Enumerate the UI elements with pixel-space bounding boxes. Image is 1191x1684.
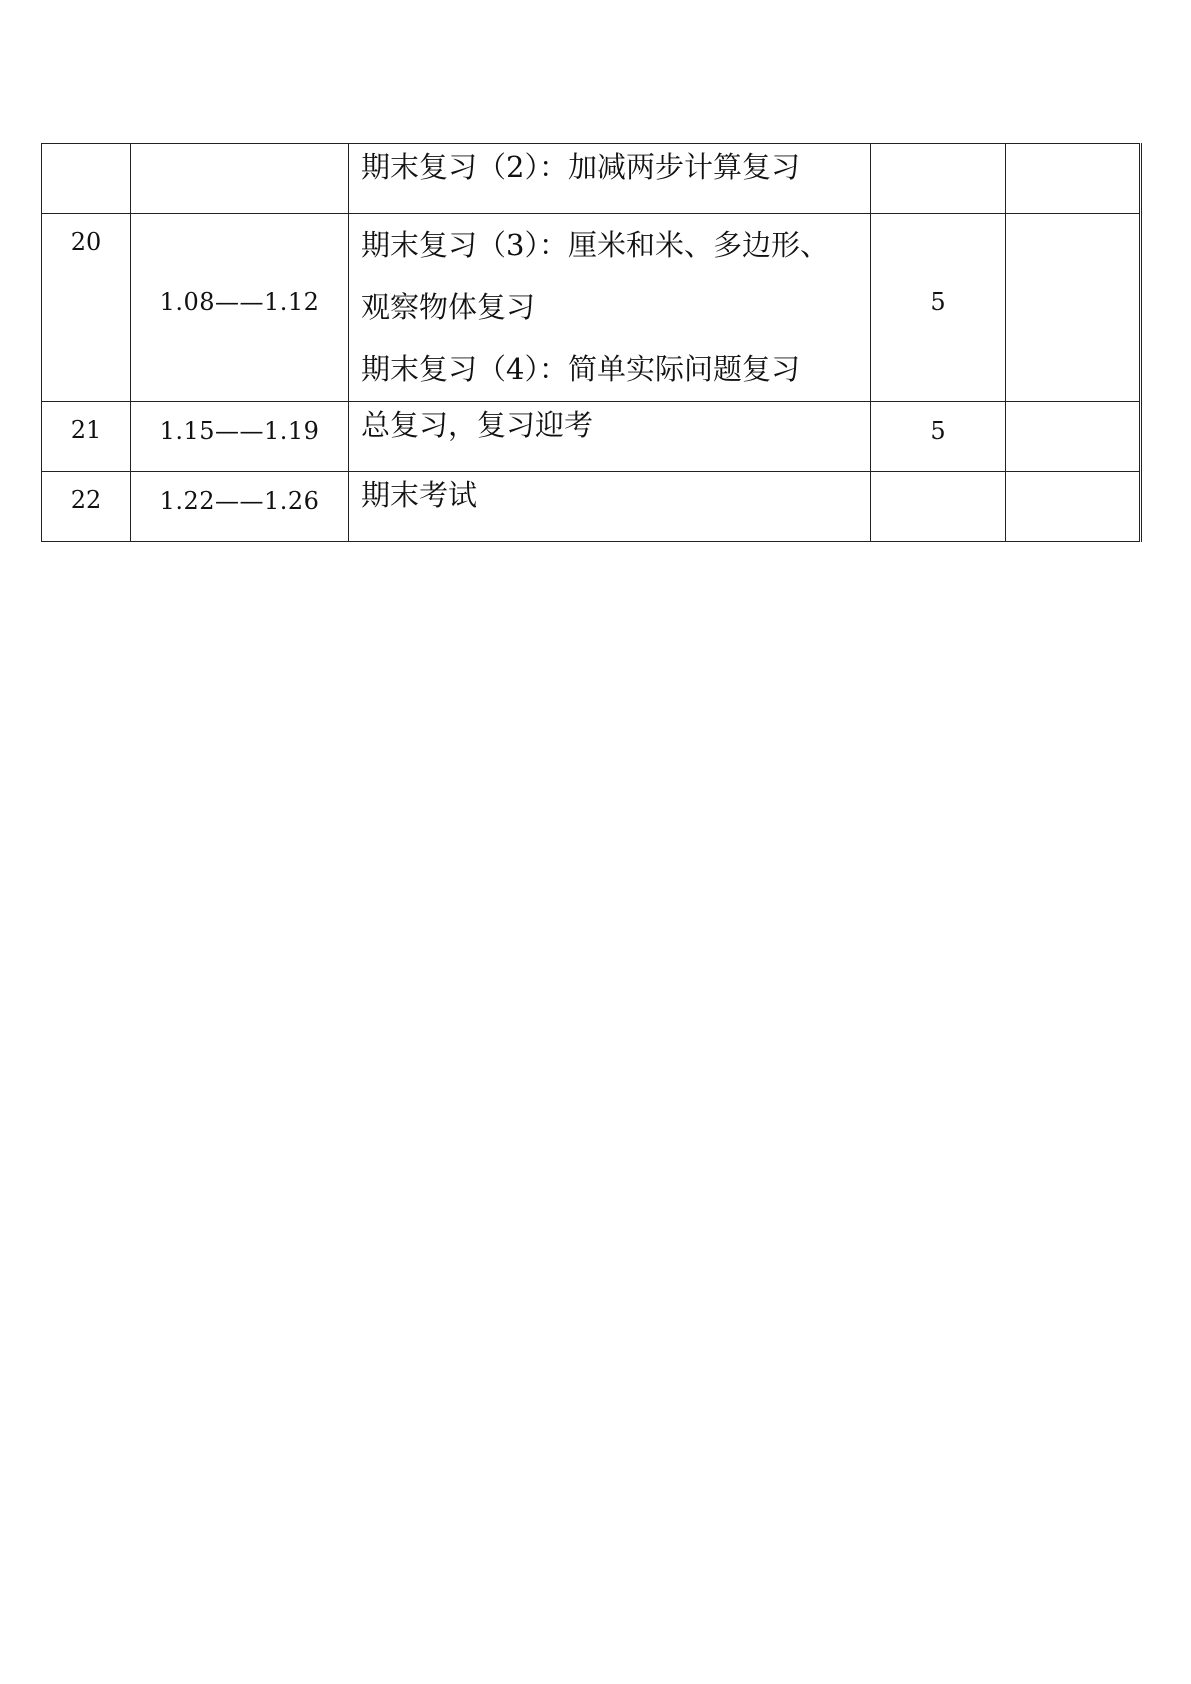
content-cell (349, 402, 871, 472)
content-line: 期末复习（2）：加减两步计算复习 (361, 150, 800, 184)
week-cell (42, 214, 131, 402)
date-cell (131, 402, 349, 472)
date-range: 1.22——1.26 (159, 487, 320, 515)
teaching-schedule-table (41, 143, 1142, 542)
content-cell (349, 472, 871, 542)
date-cell (131, 214, 349, 402)
table-row (42, 214, 1141, 402)
week-cell (42, 472, 131, 542)
week-number: 21 (70, 416, 102, 444)
hours-cell (871, 144, 1006, 214)
week-cell (42, 144, 131, 214)
hours-value: 5 (930, 288, 946, 316)
note-cell (1006, 402, 1141, 472)
note-cell (1006, 472, 1141, 542)
table-row (42, 402, 1141, 472)
content-line: 总复习，复习迎考 (361, 408, 594, 442)
table-row (42, 144, 1141, 214)
content-line: 期末复习（3）：厘米和米、多边形、 (361, 228, 829, 262)
date-range: 1.15——1.19 (159, 417, 320, 445)
date-range: 1.08——1.12 (159, 288, 320, 316)
week-number (42, 144, 130, 158)
content-cell (349, 214, 871, 402)
note-cell (1006, 214, 1141, 402)
content-line: 观察物体复习 (361, 290, 536, 324)
hours-value: 5 (930, 417, 946, 445)
week-number: 22 (70, 486, 102, 514)
table-row (42, 472, 1141, 542)
date-cell (131, 144, 349, 214)
week-number: 20 (70, 228, 102, 256)
content-cell (349, 144, 871, 214)
content-line: 期末复习（4）：简单实际问题复习 (361, 352, 800, 386)
hours-cell (871, 214, 1006, 402)
date-cell (131, 472, 349, 542)
note-cell (1006, 144, 1141, 214)
content-line: 期末考试 (361, 478, 478, 512)
hours-cell (871, 402, 1006, 472)
week-cell (42, 402, 131, 472)
hours-cell (871, 472, 1006, 542)
